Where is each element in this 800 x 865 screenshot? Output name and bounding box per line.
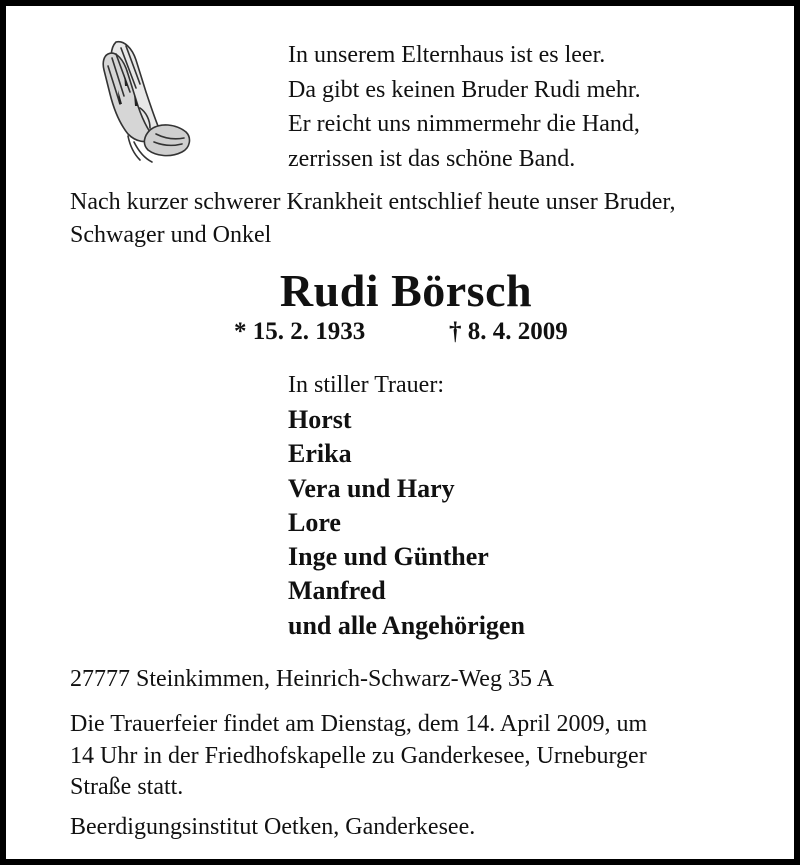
mourner-name: Vera und Hary xyxy=(288,473,455,503)
death-date: † 8. 4. 2009 xyxy=(449,318,568,345)
mourner-name: Horst xyxy=(288,405,352,434)
poem-line: Er reicht uns nimmermehr die Hand, xyxy=(288,111,640,137)
funeral-details xyxy=(70,709,760,804)
mourners-list xyxy=(288,403,525,643)
funeral-line: Die Trauerfeier findet am Dienstag, dem 14. April 2009, um xyxy=(70,711,648,737)
deceased-name: Rudi Börsch xyxy=(279,265,533,316)
address: 27777 Steinkimmen, Heinrich-Schwarz-Weg 35 A xyxy=(70,666,554,692)
poem xyxy=(288,38,641,176)
mourner-name: Lore xyxy=(288,507,341,537)
poem-line: Da gibt es keinen Bruder Rudi mehr. xyxy=(288,76,641,103)
mourner-name: Erika xyxy=(288,439,352,469)
poem-line: In unserem Elternhaus ist es leer. xyxy=(288,42,606,68)
undertaker: Beerdigungsinstitut Oetken, Ganderkesee. xyxy=(70,814,476,840)
funeral-line: Straße statt. xyxy=(70,774,184,800)
funeral-line: 14 Uhr in der Friedhofskapelle zu Ganderkesee, Urneburger xyxy=(70,742,647,769)
mourning-label: In stiller Trauer: xyxy=(288,372,444,398)
birth-date: * 15. 2. 1933 xyxy=(234,318,366,345)
mourner-name: Inge und Günther xyxy=(288,542,489,572)
mourner-name: und alle Angehörigen xyxy=(288,610,525,640)
praying-hands-icon xyxy=(94,34,198,166)
intro-text: Nach kurzer schwerer Krankheit entschlief heute unser Bruder, Schwager und Onkel xyxy=(70,189,676,248)
mourner-name: Manfred xyxy=(288,576,386,606)
poem-line: zerrissen ist das schöne Band. xyxy=(288,145,576,172)
